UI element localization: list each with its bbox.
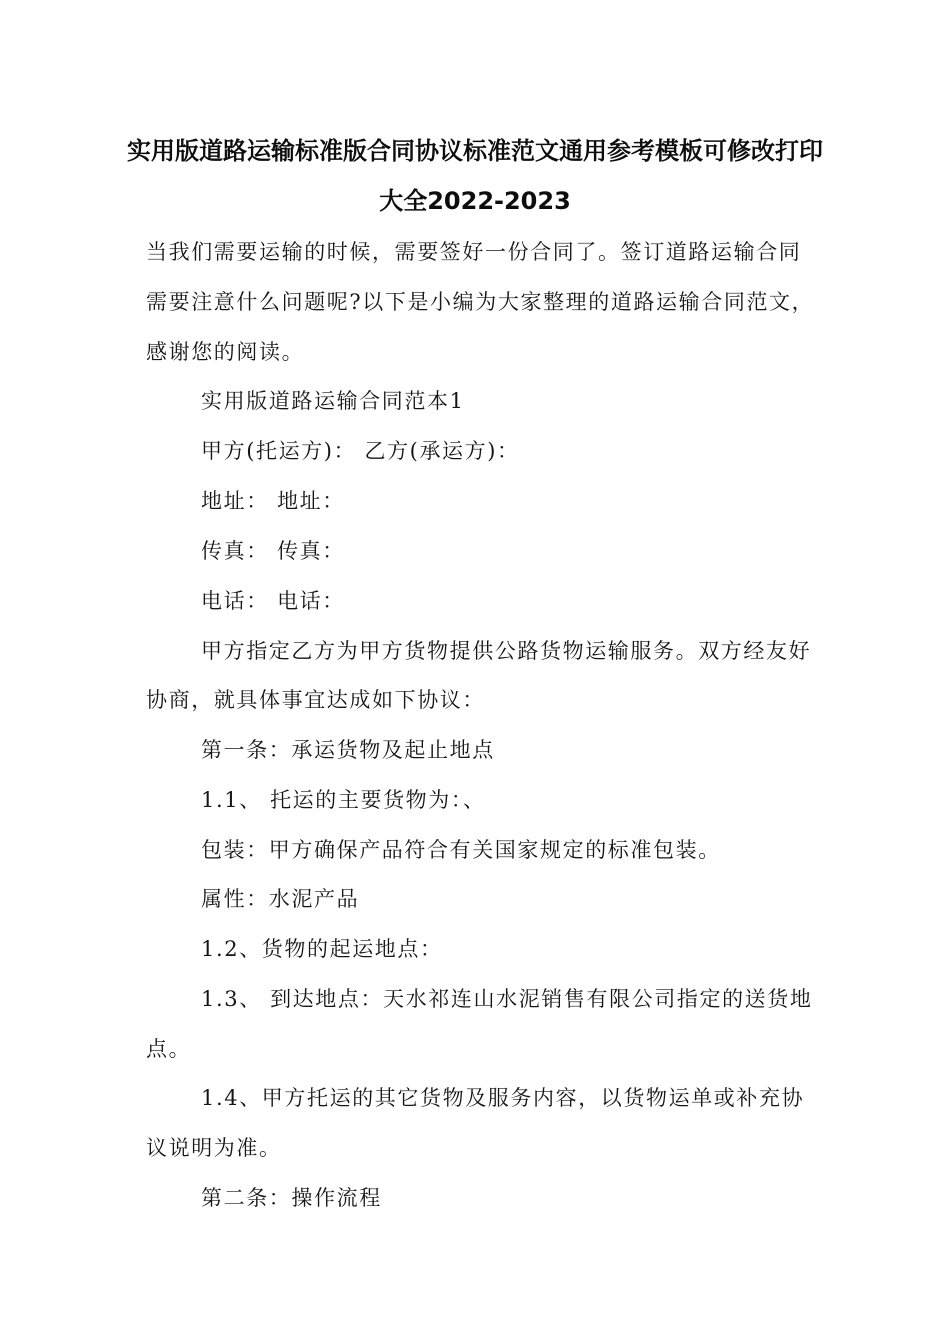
intro-line-3: 感谢您的阅读。 (146, 340, 305, 364)
attribute-line: 属性：水泥产品 (201, 887, 360, 911)
item-1-3-line-2: 点。 (146, 1037, 192, 1061)
item-1-3-line-1: 1.3、 到达地点：天水祁连山水泥销售有限公司指定的送货地 (201, 987, 813, 1011)
item-1-1: 1.1、 托运的主要货物为：、 (201, 788, 486, 812)
sample-heading: 实用版道路运输合同范本1 (201, 389, 465, 413)
article-1-heading: 第一条：承运货物及起止地点 (201, 738, 495, 762)
agreement-line-2: 协商，就具体事宜达成如下协议： (146, 688, 485, 712)
agreement-line-1: 甲方指定乙方为甲方货物提供公路货物运输服务。双方经友好 (201, 639, 812, 663)
item-1-4-line-1: 1.4、甲方托运的其它货物及服务内容，以货物运单或补充协 (201, 1086, 805, 1110)
parties-line: 甲方(托运方)： 乙方(承运方)： (201, 439, 520, 463)
packaging-line: 包装：甲方确保产品符合有关国家规定的标准包装。 (201, 838, 721, 862)
fax-line: 传真： 传真： (201, 539, 345, 563)
phone-line: 电话： 电话： (201, 589, 345, 613)
item-1-4-line-2: 议说明为准。 (146, 1136, 282, 1160)
intro-line-1: 当我们需要运输的时候，需要签好一份合同了。签订道路运输合同 (146, 240, 802, 264)
article-2-heading: 第二条：操作流程 (201, 1186, 382, 1210)
item-1-2: 1.2、货物的起运地点： (201, 937, 443, 961)
document-title-line-2: 大全2022-2023 (379, 187, 571, 215)
intro-line-2: 需要注意什么问题呢?以下是小编为大家整理的道路运输合同范文， (146, 290, 815, 314)
document-title-line-1: 实用版道路运输标准版合同协议标准范文通用参考模板可修改打印 (127, 137, 823, 165)
address-line: 地址： 地址： (201, 489, 345, 513)
